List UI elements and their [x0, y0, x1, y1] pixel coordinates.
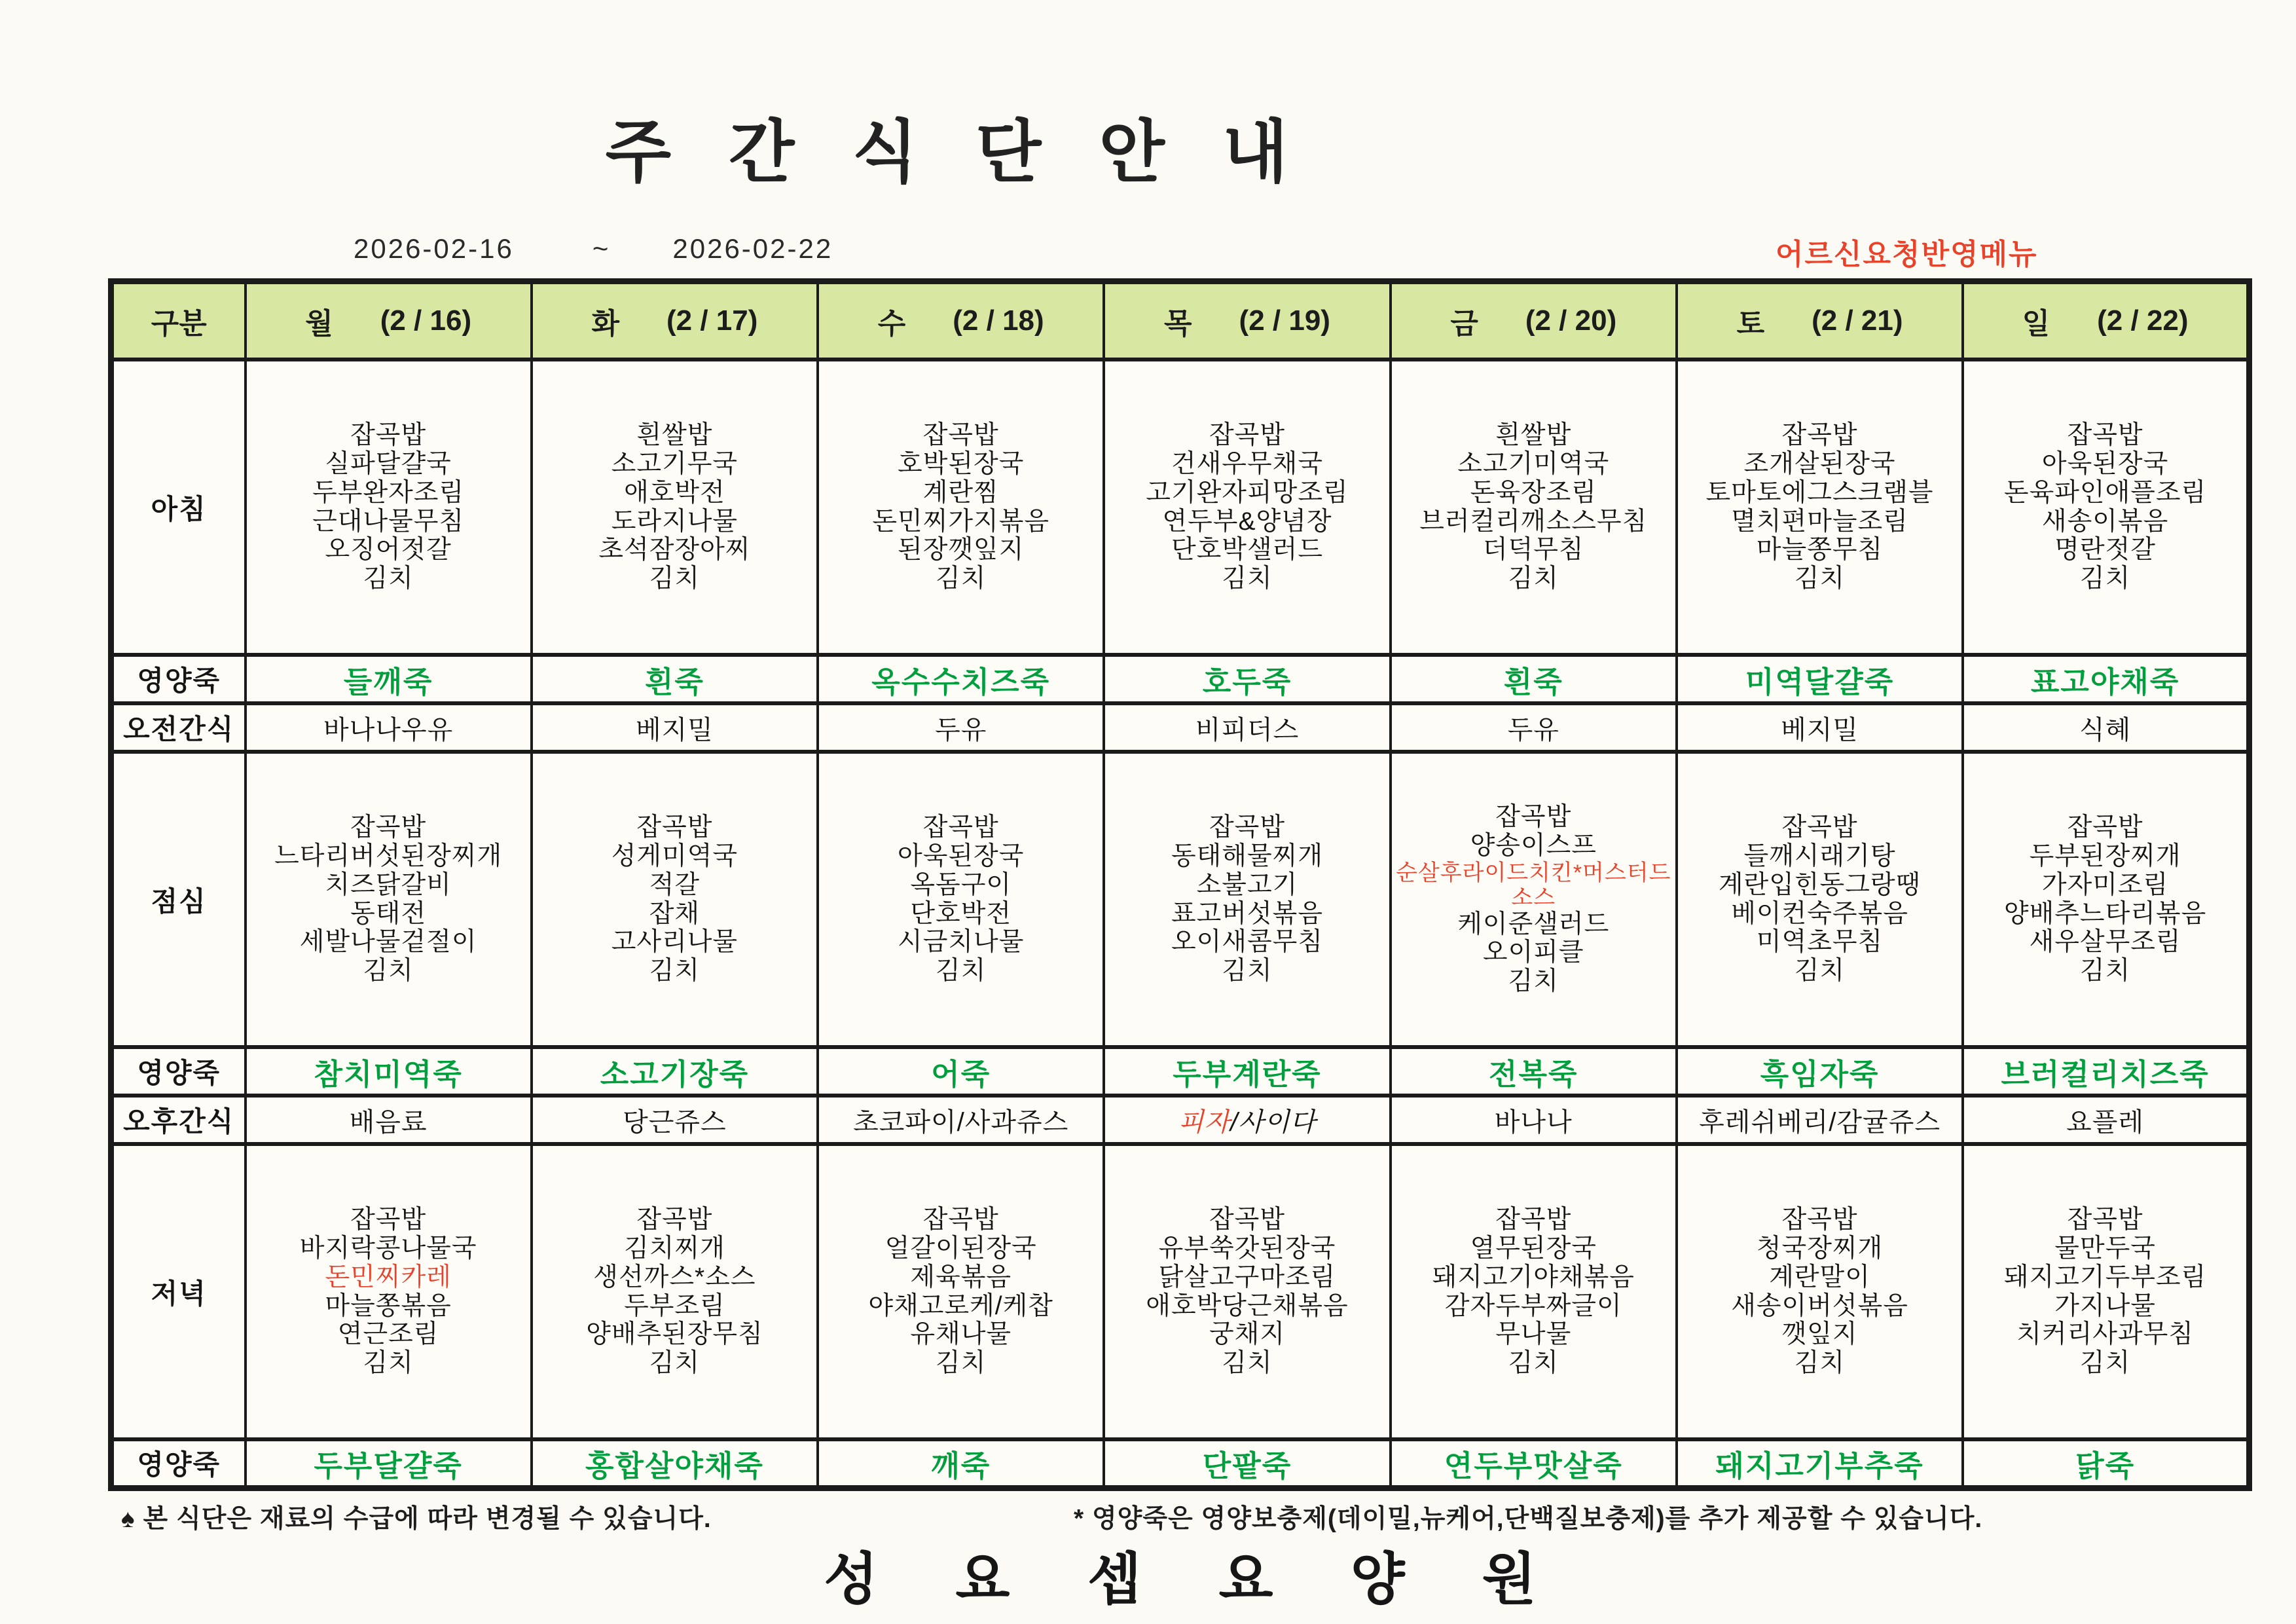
- menu-item: 가지나물: [2054, 1291, 2156, 1320]
- menu-item: 김치: [1222, 1348, 1273, 1377]
- menu-item: 성게미역국: [611, 842, 738, 871]
- row-label: 오전간식: [111, 703, 246, 752]
- menu-cell: 돼지고기부추죽: [1677, 1439, 1963, 1488]
- footer-note-supplement: * 영양죽은 영양보충제(데이밀,뉴케어,단백질보충제)를 추가 제공할 수 있습니다.: [1074, 1505, 1983, 1533]
- menu-item: 가자미조림: [2041, 870, 2169, 899]
- menu-item: 김치: [649, 1348, 701, 1377]
- menu-item: 잡곡밥: [636, 813, 713, 842]
- menu-item: 마늘쫑무침: [1756, 536, 1884, 564]
- menu-item: 김치: [936, 564, 987, 593]
- menu-item: 얼갈이된장국: [884, 1234, 1037, 1263]
- menu-item: 순살후라이드치킨*머스터드소스: [1396, 860, 1671, 910]
- menu-item: 잡곡밥: [636, 1206, 713, 1234]
- menu-item: 표고버섯볶음: [1171, 899, 1323, 928]
- menu-item: 돈육장조림: [1470, 478, 1597, 507]
- menu-item: 김치: [1794, 564, 1846, 593]
- menu-cell: 들깨죽: [246, 655, 532, 703]
- meal-list: [1678, 807, 1961, 991]
- menu-item: 김치: [1794, 956, 1846, 985]
- menu-item: 계란말이: [1769, 1263, 1870, 1291]
- menu-cell: 연두부맛살죽: [1391, 1439, 1677, 1488]
- menu-item: 돈민찌카레: [325, 1263, 452, 1291]
- menu-cell: 당근쥬스: [532, 1096, 818, 1144]
- menu-item: 건새우무채국: [1171, 450, 1323, 479]
- menu-item: 두부조림: [624, 1291, 725, 1320]
- menu-item: 김치: [2079, 564, 2131, 593]
- menu-item: 오징어젓갈: [325, 536, 452, 564]
- menu-cell: [1677, 752, 1963, 1047]
- menu-item: 들깨시래기탕: [1743, 842, 1896, 871]
- menu-item: 김치: [1794, 1348, 1846, 1377]
- menu-cell: [1391, 1144, 1677, 1439]
- weekly-menu-table: [108, 278, 2252, 1491]
- day-name: 목: [1164, 308, 1192, 340]
- menu-item: 생선까스*소스: [593, 1263, 756, 1291]
- day-date: (2 / 22): [2097, 304, 2189, 337]
- day-header: [818, 282, 1104, 360]
- menu-item: 바지락콩나물국: [299, 1234, 477, 1263]
- menu-item: 감자두부짜글이: [1444, 1291, 1622, 1320]
- menu-cell: 호두죽: [1104, 655, 1390, 703]
- menu-cell: 비피더스: [1104, 703, 1390, 752]
- menu-item: 잡곡밥: [2067, 1206, 2143, 1234]
- menu-item: 적갈: [649, 870, 701, 899]
- day-name: 수: [877, 308, 906, 340]
- menu-item: 김치: [2079, 1348, 2131, 1377]
- day-name: 토: [1736, 308, 1765, 340]
- menu-cell: 참치미역죽: [246, 1047, 532, 1096]
- menu-item: 잡곡밥: [1495, 803, 1572, 832]
- meal-list: [247, 807, 530, 991]
- menu-item: 잡곡밥: [1781, 813, 1858, 842]
- row-label: 영양죽: [111, 1439, 246, 1488]
- menu-item: 토마토에그스크램블: [1705, 478, 1934, 507]
- menu-item: 김치: [363, 1348, 414, 1377]
- menu-item: 두부된장찌개: [2029, 842, 2181, 871]
- menu-item: 양배추된장무침: [586, 1320, 763, 1349]
- menu-item: 소불고기: [1196, 870, 1298, 899]
- meal-list: [247, 1199, 530, 1384]
- table-row: [111, 1439, 2250, 1488]
- menu-item: 유채나물: [910, 1320, 1012, 1349]
- menu-cell: [818, 360, 1104, 655]
- menu-cell: 요플레: [1963, 1096, 2249, 1144]
- menu-cell: 바나나우유: [246, 703, 532, 752]
- menu-item: 케이준샐러드: [1457, 910, 1610, 938]
- meal-list: [819, 415, 1102, 599]
- menu-item: 김치: [2079, 956, 2131, 985]
- menu-item: 잡곡밥: [1209, 813, 1285, 842]
- menu-item: 치커리사과무침: [2016, 1320, 2194, 1349]
- menu-cell: 소고기장죽: [532, 1047, 818, 1096]
- menu-cell: 식혜: [1963, 703, 2249, 752]
- menu-item: 단호박샐러드: [1171, 536, 1323, 564]
- menu-item-part: /사이다: [1230, 1107, 1317, 1137]
- menu-item: 단호박전: [910, 899, 1012, 928]
- menu-item: 잡곡밥: [350, 1206, 427, 1234]
- meal-list: [1105, 807, 1389, 991]
- table-header-row: [111, 282, 2250, 360]
- menu-cell: 전복죽: [1391, 1047, 1677, 1096]
- menu-item: 돼지고기두부조림: [2003, 1263, 2207, 1291]
- menu-item: 양송이스프: [1470, 831, 1597, 860]
- menu-item: 도라지나물: [611, 507, 738, 536]
- menu-cell: 흑임자죽: [1677, 1047, 1963, 1096]
- menu-item: 잡곡밥: [1495, 1206, 1572, 1234]
- menu-cell: 흰죽: [1391, 655, 1677, 703]
- date-end: 2026-02-22: [672, 233, 833, 264]
- menu-item: 야채고로케/케찹: [868, 1291, 1053, 1320]
- menu-cell: 흰죽: [532, 655, 818, 703]
- table-row: [111, 360, 2250, 655]
- menu-cell: 베지밀: [532, 703, 818, 752]
- menu-cell: 닭죽: [1963, 1439, 2249, 1488]
- menu-item: 계란입힌동그랑땡: [1718, 870, 1922, 899]
- menu-cell: 홍합살야채죽: [532, 1439, 818, 1488]
- table-row: [111, 703, 2250, 752]
- menu-item: 닭살고구마조림: [1158, 1263, 1336, 1291]
- meal-list: [1392, 796, 1675, 1003]
- special-menu-note: 어르신요청반영메뉴: [1776, 238, 2038, 270]
- menu-cell: [532, 1144, 818, 1439]
- menu-item: 시금치나물: [898, 928, 1025, 957]
- menu-item: 김치: [649, 956, 701, 985]
- meal-list: [533, 415, 816, 599]
- menu-item: 느타리버섯된장찌개: [274, 842, 503, 871]
- menu-item: 김치찌개: [624, 1234, 725, 1263]
- row-label: 저녁: [111, 1144, 246, 1439]
- menu-item: 멸치편마늘조림: [1731, 507, 1908, 536]
- table-row: [111, 655, 2250, 703]
- menu-cell: [246, 1144, 532, 1439]
- menu-item: 조개살된장국: [1743, 450, 1896, 479]
- menu-item: 두부완자조림: [312, 478, 465, 507]
- meal-list: [1105, 415, 1389, 599]
- menu-item: 새송이볶음: [2041, 507, 2169, 536]
- menu-cell: 후레쉬베리/감귤쥬스: [1677, 1096, 1963, 1144]
- menu-cell: [818, 752, 1104, 1047]
- menu-item: 잡곡밥: [2067, 813, 2143, 842]
- menu-item: 돈민찌가지볶음: [872, 507, 1050, 536]
- menu-cell: 어죽: [818, 1047, 1104, 1096]
- menu-item: 김치: [1508, 967, 1559, 996]
- menu-item: 잡채: [649, 899, 701, 928]
- menu-item: 초석잠장아찌: [598, 536, 751, 564]
- menu-item: 고사리나물: [611, 928, 738, 957]
- meal-list: [533, 1199, 816, 1384]
- menu-item: 잡곡밥: [922, 813, 999, 842]
- menu-cell: 초코파이/사과쥬스: [818, 1096, 1104, 1144]
- menu-item: 호박된장국: [898, 450, 1025, 479]
- menu-item: 브러컬리깨소스무침: [1419, 507, 1648, 536]
- menu-item: 근대나물무침: [312, 507, 465, 536]
- table-row: [111, 1096, 2250, 1144]
- row-label: 오후간식: [111, 1096, 246, 1144]
- table-row: [111, 752, 2250, 1047]
- menu-item: 김치: [1508, 1348, 1559, 1377]
- menu-cell: [1963, 1144, 2249, 1439]
- meal-list: [1392, 1199, 1675, 1384]
- menu-item: 잡곡밥: [350, 813, 427, 842]
- menu-item: 애호박당근채볶음: [1146, 1291, 1349, 1320]
- menu-cell: 단팥죽: [1104, 1439, 1390, 1488]
- day-header: [246, 282, 532, 360]
- day-header: [1677, 282, 1963, 360]
- menu-cell: [246, 752, 532, 1047]
- menu-item: 무나물: [1495, 1320, 1572, 1349]
- menu-cell: 브러컬리치즈죽: [1963, 1047, 2249, 1096]
- menu-cell: [1677, 1144, 1963, 1439]
- menu-item: 양배추느타리볶음: [2003, 899, 2207, 928]
- menu-item: 계란찜: [922, 478, 999, 507]
- meal-list: [533, 807, 816, 991]
- menu-item: 잡곡밥: [922, 1206, 999, 1234]
- menu-item: 더덕무침: [1482, 536, 1584, 564]
- row-label: 점심: [111, 752, 246, 1047]
- date-range: [354, 233, 833, 265]
- meal-list: [1964, 415, 2246, 599]
- menu-cell: 베지밀: [1677, 703, 1963, 752]
- menu-item: 잡곡밥: [350, 421, 427, 450]
- menu-item: 치즈닭갈비: [325, 870, 452, 899]
- menu-cell: [532, 360, 818, 655]
- menu-item: 소고기미역국: [1457, 450, 1610, 479]
- day-header: [1104, 282, 1390, 360]
- day-name: 금: [1450, 308, 1478, 340]
- menu-item: 동태해물찌개: [1171, 842, 1323, 871]
- menu-item: 잡곡밥: [922, 421, 999, 450]
- menu-item: 오이피클: [1482, 938, 1584, 967]
- day-date: (2 / 16): [380, 304, 472, 337]
- menu-item: 베이컨숙주볶음: [1731, 899, 1908, 928]
- menu-cell: [1677, 360, 1963, 655]
- menu-item: 깻잎지: [1781, 1320, 1858, 1349]
- date-tilde: ~: [592, 233, 611, 264]
- menu-item: 소고기무국: [611, 450, 738, 479]
- day-name: 일: [2022, 308, 2050, 340]
- meal-list: [1392, 415, 1675, 599]
- menu-cell: [1963, 360, 2249, 655]
- day-date: (2 / 19): [1239, 304, 1330, 337]
- meal-list: [819, 1199, 1102, 1384]
- row-label: 영양죽: [111, 655, 246, 703]
- menu-cell: [1104, 1144, 1390, 1439]
- menu-item: 김치: [1222, 564, 1273, 593]
- meal-list: [1964, 1199, 2246, 1384]
- menu-cell: 깨죽: [818, 1439, 1104, 1488]
- meal-list: [1105, 1199, 1389, 1384]
- menu-item: 아욱된장국: [2041, 450, 2169, 479]
- page-title: 주간식단안내: [605, 115, 1346, 191]
- menu-cell: 옥수수치즈죽: [818, 655, 1104, 703]
- menu-cell: 표고야채죽: [1963, 655, 2249, 703]
- menu-item: 잡곡밥: [1781, 421, 1858, 450]
- menu-cell: [246, 360, 532, 655]
- menu-item: 궁채지: [1209, 1320, 1285, 1349]
- menu-item: 실파달걀국: [325, 450, 452, 479]
- menu-item: 새송이버섯볶음: [1731, 1291, 1908, 1320]
- menu-cell: [1963, 752, 2249, 1047]
- table-row: [111, 1144, 2250, 1439]
- menu-cell: [818, 1144, 1104, 1439]
- meal-list: [247, 415, 530, 599]
- meal-list: [1678, 1199, 1961, 1384]
- menu-item: 마늘쫑볶음: [325, 1291, 452, 1320]
- row-label: 아침: [111, 360, 246, 655]
- meal-list: [819, 807, 1102, 991]
- menu-cell: [1104, 1096, 1390, 1144]
- day-header: [1391, 282, 1677, 360]
- menu-item: 흰쌀밥: [636, 421, 713, 450]
- menu-cell: 미역달걀죽: [1677, 655, 1963, 703]
- menu-item: 새우살무조림: [2029, 928, 2181, 957]
- menu-item: 동태전: [350, 899, 427, 928]
- day-name: 월: [305, 308, 333, 340]
- menu-item: 명란젓갈: [2054, 536, 2156, 564]
- menu-item: 김치: [936, 1348, 987, 1377]
- menu-item: 김치: [1508, 564, 1559, 593]
- menu-item: 연근조림: [337, 1320, 439, 1349]
- day-date: (2 / 20): [1525, 304, 1617, 337]
- facility-name: 성요셉요양원: [824, 1548, 1614, 1611]
- menu-item: 잡곡밥: [1209, 1206, 1285, 1234]
- menu-item: 김치: [363, 956, 414, 985]
- day-header: [1963, 282, 2249, 360]
- footer-note-change: ♠ 본 식단은 재료의 수급에 따라 변경될 수 있습니다.: [121, 1505, 712, 1533]
- day-header: [532, 282, 818, 360]
- menu-item: 돼지고기야채볶음: [1432, 1263, 1635, 1291]
- menu-item: 된장깻잎지: [898, 536, 1025, 564]
- menu-item: 제육볶음: [910, 1263, 1012, 1291]
- table-row: [111, 1047, 2250, 1096]
- menu-cell: [1104, 752, 1390, 1047]
- menu-item: 잡곡밥: [1209, 421, 1285, 450]
- menu-cell: 두유: [1391, 703, 1677, 752]
- menu-item: 연두부&양념장: [1162, 507, 1332, 536]
- corner-label: 구분: [111, 282, 246, 360]
- day-date: (2 / 17): [666, 304, 758, 337]
- menu-item-part: 피자: [1178, 1107, 1231, 1137]
- menu-item: 잡곡밥: [1781, 1206, 1858, 1234]
- menu-item: 김치: [1222, 956, 1273, 985]
- menu-cell: [532, 752, 818, 1047]
- menu-item: 청국장찌개: [1756, 1234, 1884, 1263]
- menu-item: 애호박전: [624, 478, 725, 507]
- menu-item: 물만두국: [2054, 1234, 2156, 1263]
- menu-item: 흰쌀밥: [1495, 421, 1572, 450]
- menu-item: 김치: [363, 564, 414, 593]
- menu-item: 열무된장국: [1470, 1234, 1597, 1263]
- meal-list: [1964, 807, 2246, 991]
- menu-item: 아욱된장국: [898, 842, 1025, 871]
- row-label: 영양죽: [111, 1047, 246, 1096]
- day-date: (2 / 21): [1812, 304, 1903, 337]
- menu-cell: [1391, 360, 1677, 655]
- menu-cell: [1104, 360, 1390, 655]
- menu-item: 김치: [649, 564, 701, 593]
- menu-cell: 배음료: [246, 1096, 532, 1144]
- menu-cell: 두부달걀죽: [246, 1439, 532, 1488]
- menu-item: 돈육파인애플조림: [2003, 478, 2207, 507]
- date-start: 2026-02-16: [354, 233, 514, 264]
- day-name: 화: [591, 308, 619, 340]
- menu-item: 유부쑥갓된장국: [1158, 1234, 1336, 1263]
- menu-item: 고기완자피망조림: [1146, 478, 1349, 507]
- menu-item: 미역초무침: [1756, 928, 1884, 957]
- menu-cell: 두부계란죽: [1104, 1047, 1390, 1096]
- menu-cell: 바나나: [1391, 1096, 1677, 1144]
- menu-item: 옥돔구이: [910, 870, 1012, 899]
- menu-cell: [1391, 752, 1677, 1047]
- menu-item: 세발나물겉절이: [299, 928, 477, 957]
- day-date: (2 / 18): [953, 304, 1044, 337]
- menu-item: 잡곡밥: [2067, 421, 2143, 450]
- meal-list: [1678, 415, 1961, 599]
- menu-cell: 두유: [818, 703, 1104, 752]
- menu-item: 김치: [936, 956, 987, 985]
- menu-item: 오이새콤무침: [1171, 928, 1323, 957]
